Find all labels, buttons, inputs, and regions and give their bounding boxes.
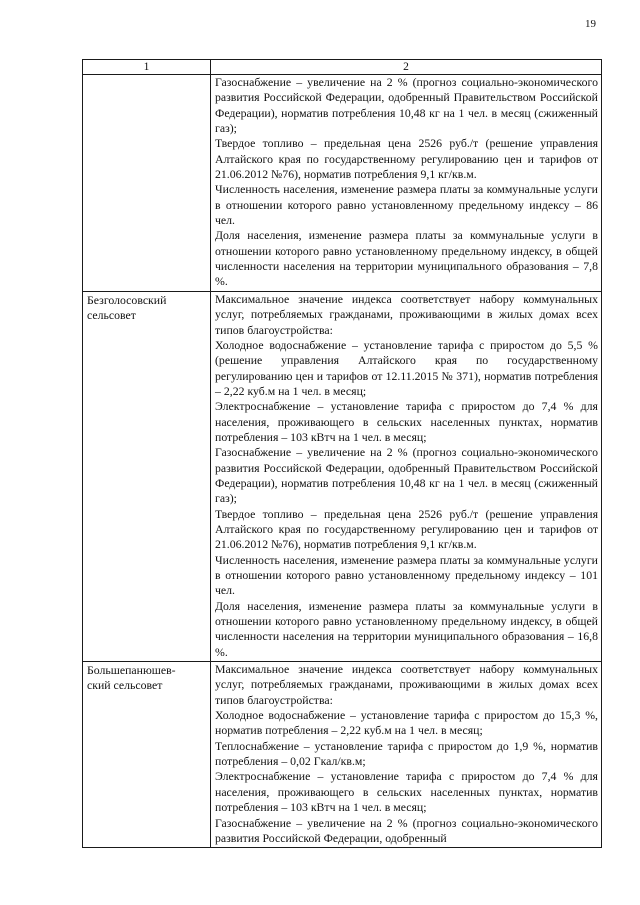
table-row [83,662,602,848]
paragraph-population-share: Доля населения, изменение размера платы за коммунальные услуги в отношении которого равно установленному предельному индексу, в общей численности населения на территории муниципального образования – 7,8 %. [215,228,598,289]
table-row [83,75,602,292]
paragraph-population-count: Численность населения, изменение размера платы за коммунальные услуги в отношении которого равно установленному предельному индексу – 101 чел. [215,552,598,598]
column-header-2: 2 [211,60,602,75]
description-cell [211,662,602,848]
paragraph-gas-supply: Газоснабжение – увеличение на 2 % (прогноз социально-экономического развития Российской Федерации, одобренный Правительством Российской Федерации), норматив потребления 10,48 кг на 1 чел. в месяц (сжиженный газ); [215,445,598,506]
description-cell [211,75,602,292]
region-cell [83,75,211,292]
region-cell [83,291,211,661]
paragraph-cold-water: Холодное водоснабжение – установление тарифа с приростом до 15,3 %, норматив потребления – 2,22 куб.м на 1 чел. в месяц; [215,708,598,738]
description-cell [211,291,602,661]
paragraph-electricity: Электроснабжение – установление тарифа с приростом до 7,4 % для населения, проживающего в сельских населенных пунктах, норматив потребления – 103 кВтч на 1 чел. в месяц; [215,399,598,444]
paragraph-population-count: Численность населения, изменение размера платы за коммунальные услуги в отношении которого равно установленному предельному индексу – 86 чел. [215,182,598,228]
tariff-table [82,59,602,848]
paragraph-cold-water: Холодное водоснабжение – установление тарифа с приростом до 5,5 % (решение управления Алтайского края по государственному регулированию цен и тарифов от 12.11.2015 № 371), норматив потребления – 2,22 куб.м на 1 чел. в месяц; [215,337,598,398]
region-name-line: Безголосовский [87,292,167,307]
page-number: 19 [585,18,596,30]
paragraph-electricity: Электроснабжение – установление тарифа с приростом до 7,4 % для населения, проживающего в сельских населенных пунктах, норматив потребления – 103 кВтч на 1 чел. в месяц; [215,769,598,815]
region-name-line: Большепанюшев- [87,663,176,678]
region-name-line: сельсовет [87,308,136,323]
region-cell [83,662,211,848]
paragraph-heat-supply: Теплоснабжение – установление тарифа с приростом до 1,9 %, норматив потребления – 0,02 Гкал/кв.м; [215,738,598,769]
column-header-1: 1 [83,60,211,75]
region-name-line: ский сельсовет [87,678,163,693]
paragraph-gas-supply: Газоснабжение – увеличение на 2 % (прогноз социально-экономического развития Российской Федерации, одобренный Правительством Российской Федерации), норматив потребления 10,48 кг на 1 чел. в месяц (сжиженный газ); [215,75,598,136]
paragraph-solid-fuel: Твердое топливо – предельная цена 2526 руб./т (решение управления Алтайского края по государственному регулированию цен и тарифов от 21.06.2012 №76), норматив потребления 9,1 кг/кв.м. [215,136,598,182]
paragraph-max-index: Максимальное значение индекса соответствует набору коммунальных услуг, потребляемых гражданами, проживающими в жилых домах всех типов благоустройства: [215,291,598,337]
paragraph-solid-fuel: Твердое топливо – предельная цена 2526 руб./т (решение управления Алтайского края по государственному регулированию цен и тарифов от 21.06.2012 №76), норматив потребления 9,1 кг/кв.м. [215,506,598,552]
paragraph-gas-supply: Газоснабжение – увеличение на 2 % (прогноз социально-экономического развития Российской Федерации, одобренный [215,815,598,845]
table-header-row [83,60,602,75]
paragraph-max-index: Максимальное значение индекса соответствует набору коммунальных услуг, потребляемых гражданами, проживающими в жилых домах всех типов благоустройства: [215,662,598,707]
table-row [83,291,602,661]
paragraph-population-share: Доля населения, изменение размера платы за коммунальные услуги в отношении которого равно установленному предельному индексу, в общей численности населения на территории муниципального образования – 16,8 %. [215,598,598,659]
